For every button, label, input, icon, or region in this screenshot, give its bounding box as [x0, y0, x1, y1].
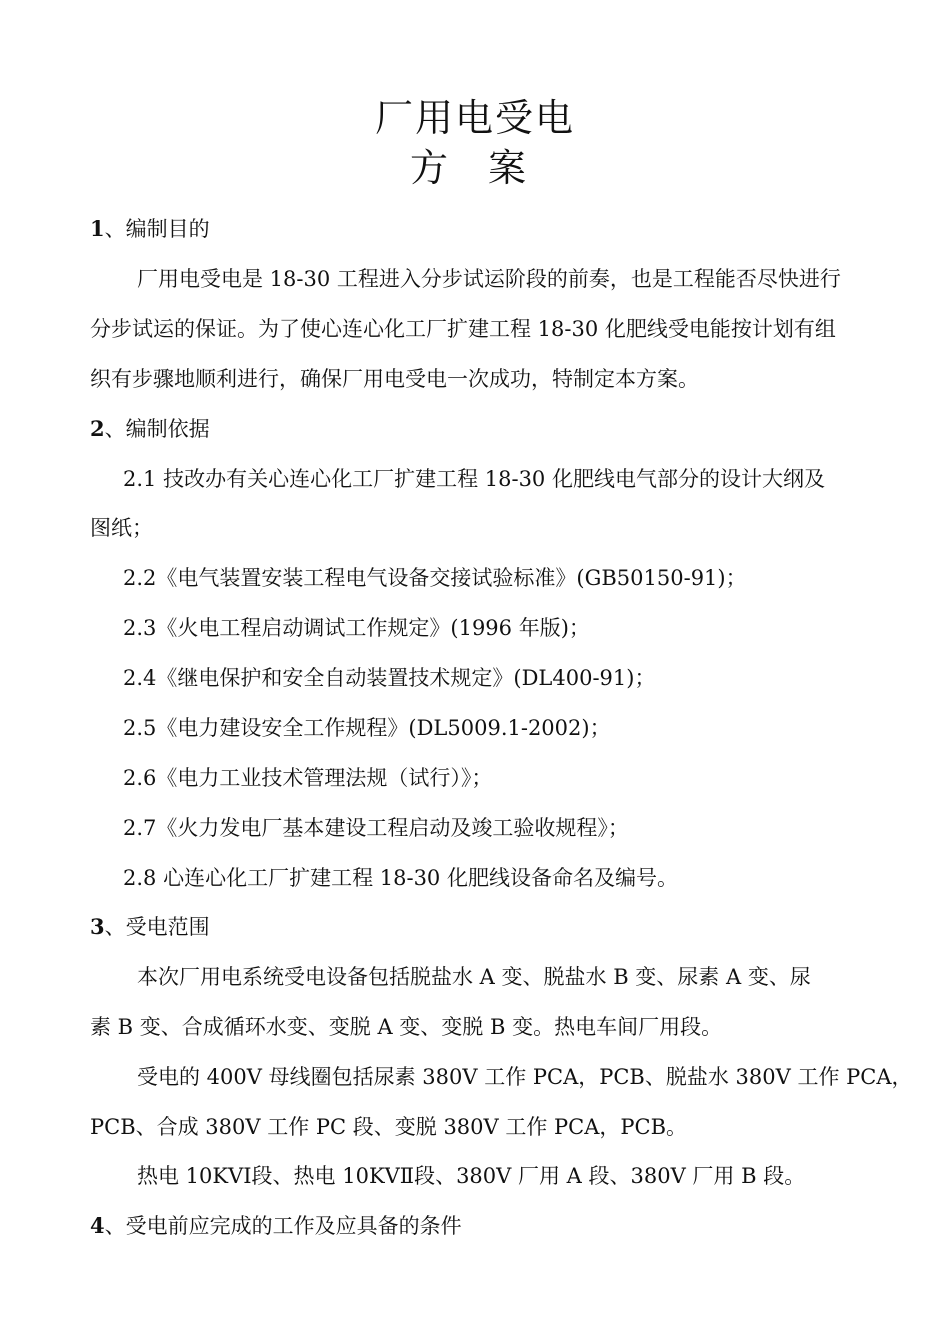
section-title: 、受电范围 — [104, 915, 210, 939]
section-3-heading — [90, 912, 880, 942]
list-item: 2.7《火力发电厂基本建设工程启动及竣工验收规程》； — [123, 816, 629, 840]
section-2-heading — [90, 414, 880, 444]
paragraph-line: 织有步骤地顺利进行，确保厂用电受电一次成功，特制定本方案。 — [90, 367, 699, 391]
section-number: 1 — [90, 216, 105, 241]
section-number: 2 — [90, 416, 105, 441]
paragraph-line: PCB、合成 380V 工作 PC 段、变脱 380V 工作 PCA，PCB。 — [90, 1115, 688, 1139]
paragraph-line: 厂用电受电是 18-30 工程进入分步试运阶段的前奏，也是工程能否尽快进行 — [137, 267, 841, 291]
section-number: 3 — [90, 914, 105, 939]
section-title: 、编制目的 — [104, 217, 210, 241]
section-title: 、受电前应完成的工作及应具备的条件 — [104, 1214, 462, 1238]
list-item: 2.5《电力建设安全工作规程》(DL5009.1-2002)； — [123, 716, 611, 740]
document-subtitle: 方 案 — [409, 146, 541, 190]
list-item: 2.8 心连心化工厂扩建工程 18-30 化肥线设备命名及编号。 — [123, 866, 678, 890]
document-title: 厂用电受电 — [374, 96, 575, 140]
list-item: 2.3《火电工程启动调试工作规定》(1996 年版)； — [123, 616, 590, 640]
paragraph-line: 分步试运的保证。为了使心连心化工厂扩建工程 18-30 化肥线受电能按计划有组 — [90, 317, 836, 341]
paragraph-line: 本次厂用电系统受电设备包括脱盐水 A 变、脱盐水 B 变、尿素 A 变、尿 — [137, 965, 811, 989]
section-4-heading — [90, 1211, 880, 1241]
list-item-continuation: 图纸； — [90, 516, 153, 540]
section-1-heading — [90, 214, 880, 244]
section-number: 4 — [90, 1213, 105, 1238]
paragraph-line: 素 B 变、合成循环水变、变脱 A 变、变脱 B 变。热电车间厂用段。 — [90, 1015, 723, 1039]
paragraph-line: 热电 10KVⅠ段、热电 10KVⅡ段、380V 厂用 A 段、380V 厂用 B 段。 — [137, 1164, 806, 1188]
section-title: 、编制依据 — [104, 417, 210, 441]
list-item: 2.2《电气装置安装工程电气设备交接试验标准》(GB50150-91)； — [123, 566, 747, 590]
paragraph-line: 受电的 400V 母线圈包括尿素 380V 工作 PCA，PCB、脱盐水 380V 工作 PCA， — [137, 1065, 913, 1089]
list-item: 2.6《电力工业技术管理法规（试行）》； — [123, 766, 493, 790]
list-item: 2.1 技改办有关心连心化工厂扩建工程 18-30 化肥线电气部分的设计大纲及 — [123, 467, 825, 491]
list-item: 2.4《继电保护和安全自动装置技术规定》(DL400-91)； — [123, 666, 656, 690]
